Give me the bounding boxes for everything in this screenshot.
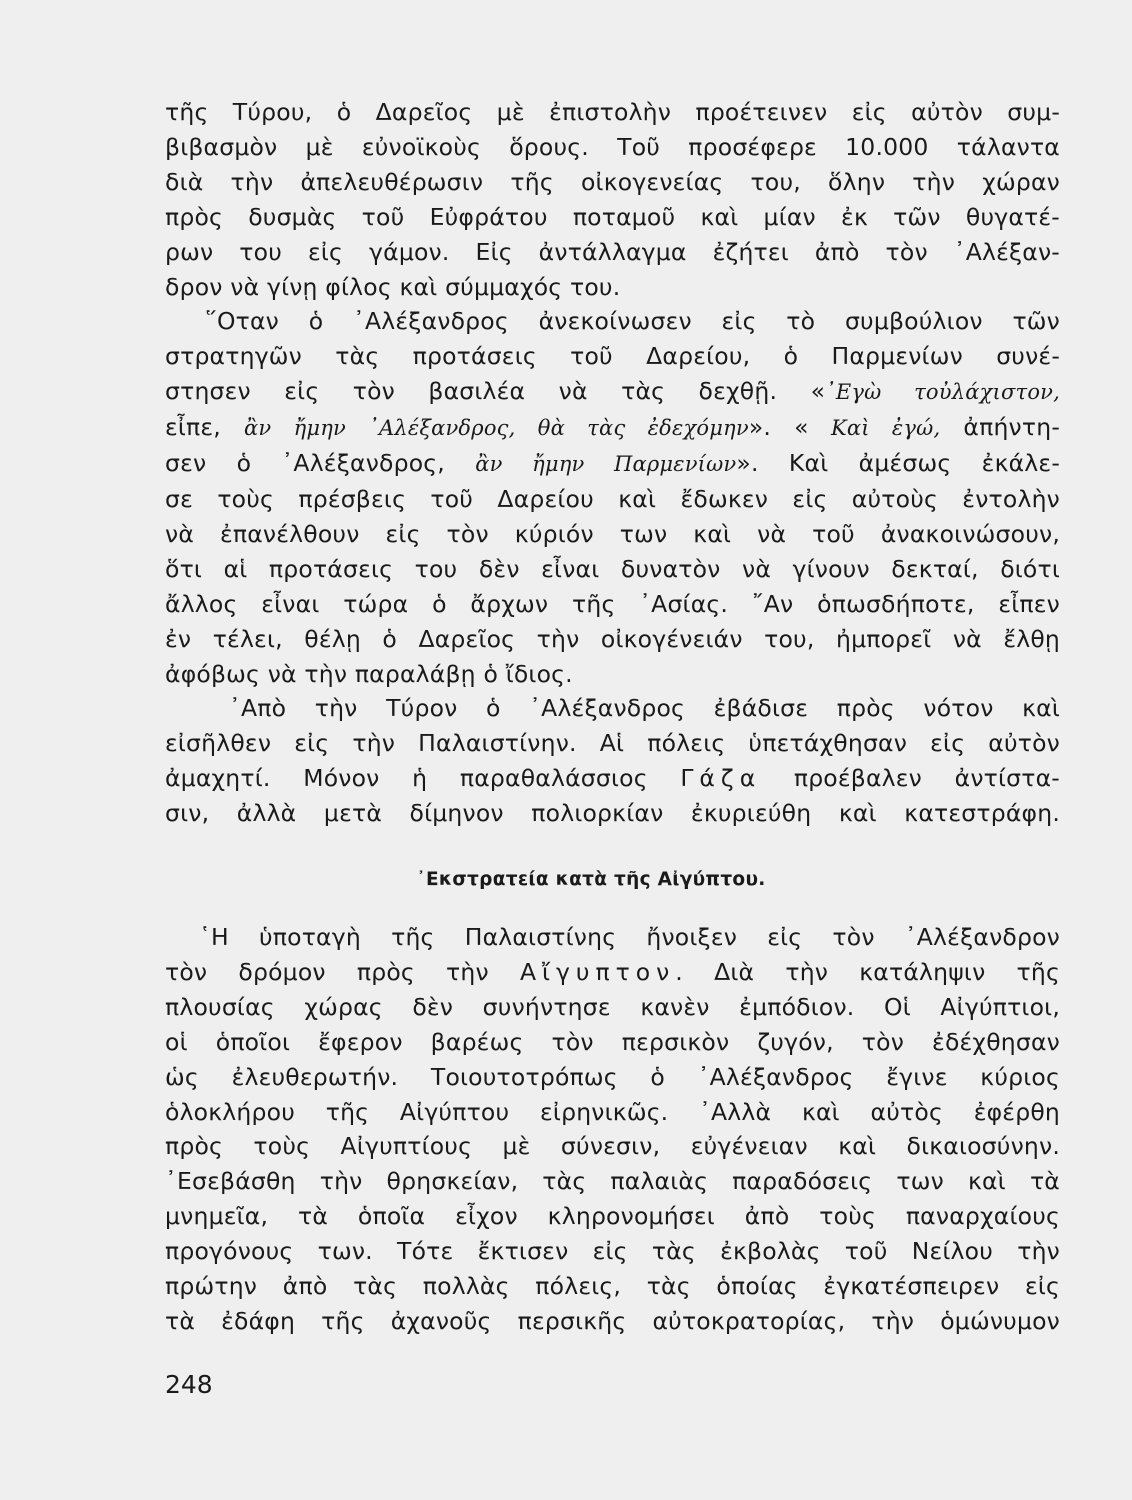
text-line: σιν, ἀλλὰ μετὰ δίμηνον πολιορκίαν ἐκυριεύθη καὶ κατεστράφη.: [165, 799, 1060, 828]
text-line: δρον νὰ γίνῃ φίλος καὶ σύμμαχός του.: [165, 272, 621, 301]
text-line: τὰ ἐδάφη τῆς ἀχανοῦς περσικῆς αὐτοκρατορίας, τὴν ὁμώνυμον: [165, 1306, 1060, 1335]
text-line: πρώτην ἀπὸ τὰς πολλὰς πόλεις, τὰς ὁποίας ἐγκατέσπειρεν εἰς: [165, 1272, 1060, 1301]
section-heading: ᾿Εκστρατεία κατὰ τῆς Αἰγύπτου.: [416, 869, 766, 890]
text-line: στρατηγῶν τὰς προτάσεις τοῦ Δαρείου, ὁ Παρμενίων συνέ-: [165, 342, 1060, 371]
text-line: βιβασμὸν μὲ εὐνοϊκοὺς ὅρους. Τοῦ προσέφερε 10.000 τάλαντα: [165, 132, 1060, 161]
text-line: στησεν εἰς τὸν βασιλέα νὰ τὰς δεχθῇ. «᾿Εγὼ τοὐλάχιστον,: [165, 377, 1060, 406]
text-line: ᾿Απὸ τὴν Τύρον ὁ ᾿Αλέξανδρος ἐβάδισε πρὸς νότον καὶ: [229, 694, 1060, 723]
text-line: οἱ ὁποῖοι ἔφερον βαρέως τὸν περσικὸν ζυγόν, τὸν ἐδέχθησαν: [165, 1027, 1060, 1056]
spaced-place-name: Γάζα: [680, 764, 762, 793]
page-number: 248: [165, 1370, 213, 1399]
text-line: εἰσῆλθεν εἰς τὴν Παλαιστίνην. Αἱ πόλεις ὑπετάχθησαν εἰς αὐτὸν: [165, 729, 1060, 758]
text-line: ᾿Εσεβάσθη τὴν θρησκείαν, τὰς παλαιὰς παραδόσεις των καὶ τὰ: [165, 1167, 1060, 1196]
text-line: ἀφόβως νὰ τὴν παραλάβῃ ὁ ἴδιος.: [165, 659, 573, 688]
quote-italic: ἂν ἤμην ᾿Αλέξανδρος, θὰ τὰς ἐδεχόμην: [244, 416, 749, 441]
text-line: ὅτι αἱ προτάσεις του δὲν εἶναι δυνατὸν νὰ γίνουν δεκταί, διότι: [165, 554, 1060, 583]
spaced-place-name: Αἴγυπτον: [519, 957, 676, 986]
text-line: ῾Η ὑποταγὴ τῆς Παλαιστίνης ἤνοιξεν εἰς τὸν ᾿Αλέξανδρον: [199, 923, 1060, 951]
text-line: ρων του εἰς γάμον. Εἰς ἀντάλλαγμα ἐζήτει ἀπὸ τὸν ᾿Αλέξαν-: [165, 237, 1060, 266]
text-line: νὰ ἐπανέλθουν εἰς τὸν κύριόν των καὶ νὰ τοῦ ἀνακοινώσουν,: [165, 519, 1060, 548]
text-line: ὁλοκλήρου τῆς Αἰγύπτου εἰρηνικῶς. ᾿Αλλὰ καὶ αὐτὸς ἐφέρθη: [165, 1097, 1060, 1126]
text-line: εἶπε, ἂν ἤμην ᾿Αλέξανδρος, θὰ τὰς ἐδεχόμην». « Καὶ ἐγώ, ἀπήντη-: [165, 413, 1060, 442]
text-line: τὸν δρόμον πρὸς τὴν Αἴγυπτον. Διὰ τὴν κατάληψιν τῆς: [165, 957, 1060, 986]
text-line: προγόνους των. Τότε ἔκτισεν εἰς τὰς ἐκβολὰς τοῦ Νείλου τὴν: [165, 1237, 1060, 1266]
text-line: τῆς Τύρου, ὁ Δαρεῖος μὲ ἐπιστολὴν προέτεινεν εἰς αὐτὸν συμ-: [165, 98, 1060, 126]
body-text-upper: [165, 95, 1060, 831]
text-line: πρὸς δυσμὰς τοῦ Εὐφράτου ποταμοῦ καὶ μίαν ἐκ τῶν θυγατέ-: [165, 202, 1060, 231]
body-text-lower: [165, 920, 1060, 1339]
text-line: ἀμαχητί. Μόνον ἡ παραθαλάσσιος Γάζα προέβαλεν ἀντίστα-: [165, 764, 1060, 793]
text-line: ἄλλος εἶναι τώρα ὁ ἄρχων τῆς ᾿Ασίας. ῎Αν ὁπωσδήποτε, εἶπεν: [165, 589, 1060, 618]
text-line: ἐν τέλει, θέλῃ ὁ Δαρεῖος τὴν οἰκογένειάν του, ἠμπορεῖ νὰ ἔλθῃ: [165, 624, 1060, 653]
text-line: ὡς ἐλευθερωτήν. Τοιουτοτρόπως ὁ ᾿Αλέξανδρος ἔγινε κύριος: [165, 1062, 1060, 1091]
text-line: σε τοὺς πρέσβεις τοῦ Δαρείου καὶ ἔδωκεν εἰς αὐτοὺς ἐντολὴν: [165, 484, 1060, 513]
quote-italic: ᾿Εγὼ τοὐλάχιστον,: [825, 380, 1060, 405]
quote-italic: ἂν ἤμην Παρμενίων: [475, 452, 737, 477]
text-line: πλουσίας χώρας δὲν συνήντησε κανὲν ἐμπόδιον. Οἱ Αἰγύπτιοι,: [165, 992, 1060, 1021]
text-line: μνημεῖα, τὰ ὁποῖα εἶχον κληρονομήσει ἀπὸ τοὺς παναρχαίους: [165, 1202, 1060, 1231]
text-line: ῞Οταν ὁ ᾿Αλέξανδρος ἀνεκοίνωσεν εἰς τὸ συμβούλιον τῶν: [205, 307, 1060, 336]
text-line: πρὸς τοὺς Αἰγυπτίους μὲ σύνεσιν, εὐγένειαν καὶ δικαιοσύνην.: [165, 1132, 1060, 1161]
quote-italic: Καὶ ἐγώ,: [808, 416, 941, 441]
text-line: διὰ τὴν ἀπελευθέρωσιν τῆς οἰκογενείας του, ὅλην τὴν χώραν: [165, 167, 1060, 196]
text-line: σεν ὁ ᾿Αλέξανδρος, ἂν ἤμην Παρμενίων». Καὶ ἀμέσως ἐκάλε-: [165, 449, 1060, 478]
